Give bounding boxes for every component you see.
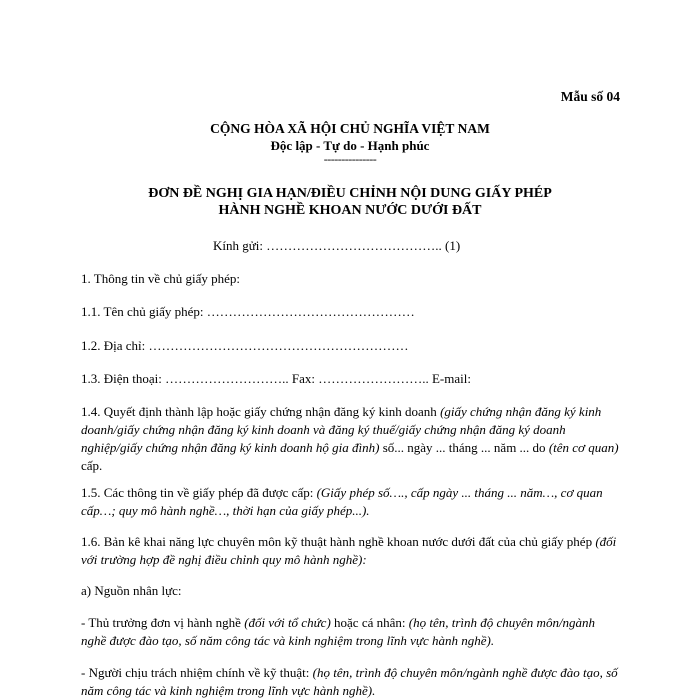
section-1-2: 1.2. Địa chỉ: …………………………………………………… (81, 338, 409, 353)
section-1-4-text: 1.4. Quyết định thành lập hoặc giấy chứng nhận đăng ký kinh doanh (81, 404, 441, 419)
section-1-3: 1.3. Điện thoại: ……………………….. Fax: …………………….. E-mail: (81, 371, 471, 386)
section-1-6-text: 1.6. Bản kê khai năng lực chuyên môn kỹ thuật hành nghề khoan nước dưới đất của chủ giấy phép (81, 534, 596, 549)
section-1-5 (81, 484, 621, 520)
section-1-1: 1.1. Tên chủ giấy phép: ………………………………………… (81, 304, 415, 319)
section-1-4-end: cấp. (81, 458, 103, 473)
section-1-heading: 1. Thông tin về chủ giấy phép: (81, 271, 240, 286)
separator: --------------- (323, 152, 377, 166)
a2-note: (họ tên, trình độ chuyên môn/ngành nghề được đào tạo, số năm công tác và kinh nghiệm trong lĩnh vực hành nghề). (81, 665, 618, 698)
section-1-6-note: (đối với trường hợp đề nghị điều chỉnh quy mô hành nghề): (81, 534, 617, 567)
document-title-line2: HÀNH NGHỀ KHOAN NƯỚC DƯỚI ĐẤT (218, 203, 482, 218)
a1-note: (đối với tổ chức) (244, 615, 331, 630)
a1-note2: (họ tên, trình độ chuyên môn/ngành nghề được đào tạo, số năm công tác và kinh nghiệm trong lĩnh vực hành nghề). (81, 615, 596, 648)
section-a-item-2 (81, 664, 621, 700)
section-1-4-agency: (tên cơ quan) (548, 440, 619, 455)
salutation: Kính gửi: ………………………………….. (1) (213, 238, 461, 253)
national-title: CỘNG HÒA XÃ HỘI CHỦ NGHĨA VIỆT NAM (210, 121, 490, 136)
a1-text: - Thủ trưởng đơn vị hành nghề (81, 615, 245, 630)
a1-text2: hoặc cá nhân: (330, 615, 409, 630)
section-a-item-1 (81, 614, 621, 650)
section-1-4 (81, 403, 621, 475)
section-1-4-note: (giấy chứng nhận đăng ký kinh doanh/giấy chứng nhận đăng ký kinh doanh và đăng ký thuế/giấy chứng nhận đăng ký doanh nghiệp/giấy chứng nhận đăng ký kinh doanh hộ gia đình) (81, 404, 602, 455)
a2-text: - Người chịu trách nhiệm chính về kỹ thuật: (81, 665, 313, 680)
section-1-5-text: 1.5. Các thông tin về giấy phép đã được cấp: (81, 485, 317, 500)
document-title-line1: ĐƠN ĐỀ NGHỊ GIA HẠN/ĐIỀU CHỈNH NỘI DUNG GIẤY PHÉP (148, 186, 552, 201)
section-a-heading: a) Nguồn nhân lực: (81, 583, 182, 598)
section-1-4-date: số... ngày ... tháng ... năm ... do (379, 440, 549, 455)
section-1-5-note: (Giấy phép số…., cấp ngày ... tháng ... năm…, cơ quan cấp…; quy mô hành nghề…, thời hạn của giấy phép...). (81, 485, 603, 518)
section-1-6 (81, 533, 621, 569)
form-number: Mẫu số 04 (560, 89, 620, 104)
national-motto: Độc lập - Tự do - Hạnh phúc (270, 138, 430, 153)
